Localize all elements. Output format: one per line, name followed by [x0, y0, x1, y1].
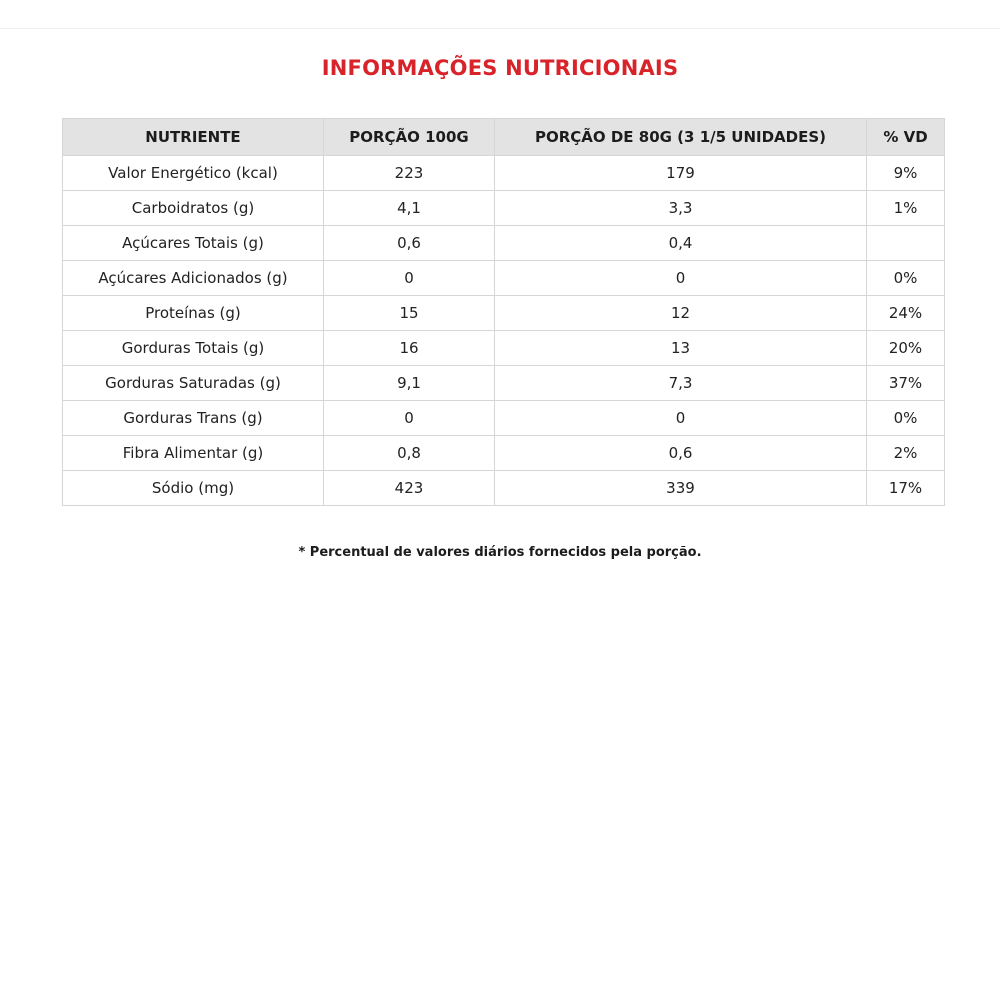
daily-value-cell: 0%: [867, 261, 945, 296]
nutrition-table: [62, 118, 945, 506]
header-portion-100g: PORÇÃO 100G: [324, 119, 495, 156]
table-row: [63, 331, 945, 366]
portion-100g-cell: 16: [324, 331, 495, 366]
portion-100g-cell: 223: [324, 156, 495, 191]
header-daily-value: % VD: [867, 119, 945, 156]
footnote: * Percentual de valores diários fornecidos pela porção.: [298, 545, 702, 560]
portion-80g-cell: 7,3: [495, 366, 867, 401]
nutrient-name-cell: Gorduras Trans (g): [63, 401, 324, 436]
nutrient-name-cell: Carboidratos (g): [63, 191, 324, 226]
portion-100g-cell: 0,6: [324, 226, 495, 261]
portion-100g-cell: 0,8: [324, 436, 495, 471]
nutrient-name-cell: Proteínas (g): [63, 296, 324, 331]
table-row: [63, 296, 945, 331]
table-row: [63, 261, 945, 296]
portion-80g-cell: 13: [495, 331, 867, 366]
portion-80g-cell: 0,4: [495, 226, 867, 261]
portion-80g-cell: 179: [495, 156, 867, 191]
portion-100g-cell: 0: [324, 401, 495, 436]
page-title: INFORMAÇÕES NUTRICIONAIS: [321, 56, 679, 80]
nutrient-name-cell: Valor Energético (kcal): [63, 156, 324, 191]
top-divider: [0, 28, 1000, 29]
daily-value-cell: 20%: [867, 331, 945, 366]
nutrient-name-cell: Sódio (mg): [63, 471, 324, 506]
table-row: [63, 436, 945, 471]
daily-value-cell: 17%: [867, 471, 945, 506]
table-header-row: [63, 119, 945, 156]
portion-100g-cell: 4,1: [324, 191, 495, 226]
portion-80g-cell: 12: [495, 296, 867, 331]
daily-value-cell: 1%: [867, 191, 945, 226]
nutrient-name-cell: Açúcares Adicionados (g): [63, 261, 324, 296]
portion-80g-cell: 0: [495, 401, 867, 436]
portion-80g-cell: 0,6: [495, 436, 867, 471]
portion-100g-cell: 423: [324, 471, 495, 506]
nutrient-name-cell: Açúcares Totais (g): [63, 226, 324, 261]
daily-value-cell: 37%: [867, 366, 945, 401]
portion-80g-cell: 3,3: [495, 191, 867, 226]
daily-value-cell: [867, 226, 945, 261]
table-row: [63, 366, 945, 401]
portion-80g-cell: 0: [495, 261, 867, 296]
table-row: [63, 226, 945, 261]
portion-100g-cell: 0: [324, 261, 495, 296]
nutrient-name-cell: Fibra Alimentar (g): [63, 436, 324, 471]
table-row: [63, 156, 945, 191]
table-body: [63, 156, 945, 506]
header-nutrient: NUTRIENTE: [63, 119, 324, 156]
daily-value-cell: 2%: [867, 436, 945, 471]
portion-80g-cell: 339: [495, 471, 867, 506]
header-portion-80g: PORÇÃO DE 80G (3 1/5 UNIDADES): [495, 119, 867, 156]
portion-100g-cell: 9,1: [324, 366, 495, 401]
daily-value-cell: 0%: [867, 401, 945, 436]
nutrient-name-cell: Gorduras Totais (g): [63, 331, 324, 366]
daily-value-cell: 24%: [867, 296, 945, 331]
nutrient-name-cell: Gorduras Saturadas (g): [63, 366, 324, 401]
table-row: [63, 191, 945, 226]
table-row: [63, 401, 945, 436]
daily-value-cell: 9%: [867, 156, 945, 191]
portion-100g-cell: 15: [324, 296, 495, 331]
table-row: [63, 471, 945, 506]
